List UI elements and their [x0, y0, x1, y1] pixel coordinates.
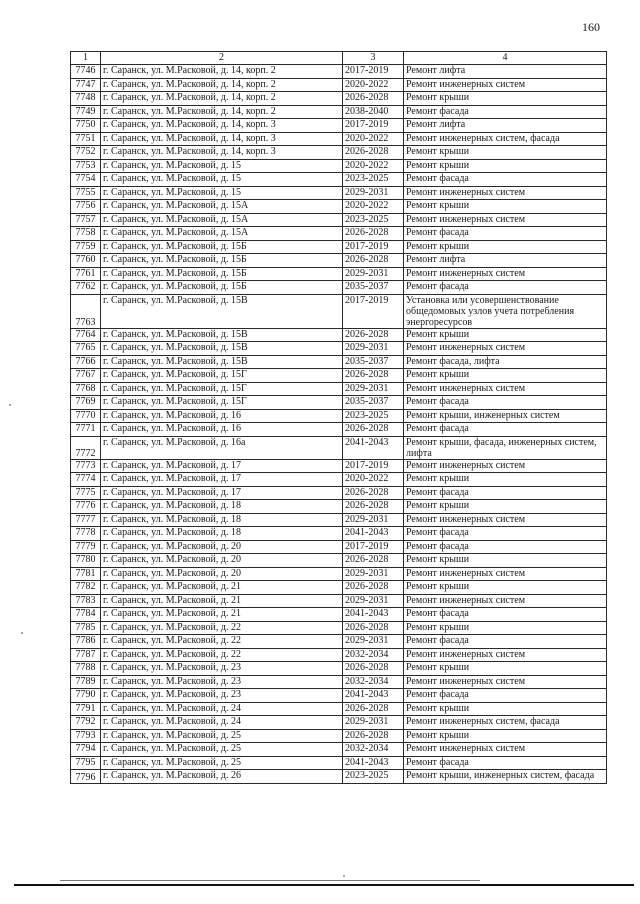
- table-row: [71, 716, 607, 730]
- table-row: [71, 486, 607, 500]
- work-type-cell: Ремонт лифта: [404, 254, 607, 268]
- work-type-cell: Ремонт инженерных систем: [404, 567, 607, 581]
- period-cell: 2035-2037: [343, 281, 404, 295]
- header-col-3: 3: [343, 52, 404, 65]
- address-cell: г. Саранск, ул. М.Расковой, д. 20: [101, 554, 343, 568]
- period-cell: 2029-2031: [343, 594, 404, 608]
- table-row: [71, 608, 607, 622]
- work-type-cell: Ремонт крыши: [404, 240, 607, 254]
- period-cell: 2026-2028: [343, 554, 404, 568]
- address-cell: г. Саранск, ул. М.Расковой, д. 15А: [101, 213, 343, 227]
- header-col-2: 2: [101, 52, 343, 65]
- period-cell: 2041-2043: [343, 756, 404, 770]
- table-row: [71, 459, 607, 473]
- row-number-cell: 7750: [71, 119, 101, 133]
- table-row: [71, 281, 607, 295]
- row-number-cell: 7748: [71, 92, 101, 106]
- period-cell: 2029-2031: [343, 513, 404, 527]
- address-cell: г. Саранск, ул. М.Расковой, д. 26: [101, 770, 343, 784]
- period-cell: 2020-2022: [343, 78, 404, 92]
- table-row: [71, 186, 607, 200]
- row-number-cell: 7755: [71, 186, 101, 200]
- row-number-cell: 7794: [71, 743, 101, 757]
- table-row: [71, 409, 607, 423]
- address-cell: г. Саранск, ул. М.Расковой, д. 15В: [101, 355, 343, 369]
- work-type-cell: Ремонт инженерных систем: [404, 78, 607, 92]
- row-number-cell: 7760: [71, 254, 101, 268]
- address-cell: г. Саранск, ул. М.Расковой, д. 23: [101, 662, 343, 676]
- row-number-cell: 7777: [71, 513, 101, 527]
- work-type-cell: Ремонт фасада: [404, 527, 607, 541]
- work-type-cell: Установка или усовершенствование общедомовых узлов учета потребления энергоресурсов: [404, 294, 607, 328]
- table-row: [71, 473, 607, 487]
- address-cell: г. Саранск, ул. М.Расковой, д. 18: [101, 500, 343, 514]
- header-col-1: 1: [71, 52, 101, 65]
- period-cell: 2020-2022: [343, 159, 404, 173]
- table-row: [71, 382, 607, 396]
- table-row: [71, 702, 607, 716]
- address-cell: г. Саранск, ул. М.Расковой, д. 15: [101, 159, 343, 173]
- table-row: [71, 396, 607, 410]
- address-cell: г. Саранск, ул. М.Расковой, д. 16а: [101, 436, 343, 459]
- table-row: [71, 540, 607, 554]
- work-type-cell: Ремонт крыши: [404, 702, 607, 716]
- address-cell: г. Саранск, ул. М.Расковой, д. 24: [101, 702, 343, 716]
- address-cell: г. Саранск, ул. М.Расковой, д. 25: [101, 729, 343, 743]
- table-row: [71, 581, 607, 595]
- row-number-cell: 7778: [71, 527, 101, 541]
- address-cell: г. Саранск, ул. М.Расковой, д. 15Б: [101, 240, 343, 254]
- work-type-cell: Ремонт крыши: [404, 729, 607, 743]
- period-cell: 2017-2019: [343, 119, 404, 133]
- table-row: [71, 635, 607, 649]
- address-cell: г. Саранск, ул. М.Расковой, д. 14, корп. 2: [101, 78, 343, 92]
- address-cell: г. Саранск, ул. М.Расковой, д. 15В: [101, 294, 343, 328]
- period-cell: 2026-2028: [343, 621, 404, 635]
- period-cell: 2017-2019: [343, 459, 404, 473]
- table-row: [71, 648, 607, 662]
- period-cell: 2038-2040: [343, 105, 404, 119]
- work-type-cell: Ремонт крыши, фасада, инженерных систем, лифта: [404, 436, 607, 459]
- address-cell: г. Саранск, ул. М.Расковой, д. 23: [101, 689, 343, 703]
- row-number-cell: 7771: [71, 423, 101, 437]
- table-row: [71, 254, 607, 268]
- work-type-cell: Ремонт инженерных систем: [404, 267, 607, 281]
- period-cell: 2020-2022: [343, 132, 404, 146]
- table-row: [71, 675, 607, 689]
- row-number-cell: 7762: [71, 281, 101, 295]
- row-number-cell: 7767: [71, 369, 101, 383]
- work-type-cell: Ремонт инженерных систем, фасада: [404, 132, 607, 146]
- table-row: [71, 594, 607, 608]
- row-number-cell: 7763: [71, 294, 101, 328]
- table-row: [71, 436, 607, 459]
- address-cell: г. Саранск, ул. М.Расковой, д. 17: [101, 486, 343, 500]
- address-cell: г. Саранск, ул. М.Расковой, д. 17: [101, 459, 343, 473]
- address-cell: г. Саранск, ул. М.Расковой, д. 17: [101, 473, 343, 487]
- work-type-cell: Ремонт фасада: [404, 173, 607, 187]
- work-type-cell: Ремонт инженерных систем: [404, 459, 607, 473]
- work-type-cell: Ремонт инженерных систем: [404, 743, 607, 757]
- address-cell: г. Саранск, ул. М.Расковой, д. 21: [101, 594, 343, 608]
- table-row: [71, 567, 607, 581]
- work-type-cell: Ремонт инженерных систем: [404, 675, 607, 689]
- period-cell: 2023-2025: [343, 409, 404, 423]
- period-cell: 2026-2028: [343, 581, 404, 595]
- period-cell: 2026-2028: [343, 254, 404, 268]
- period-cell: 2023-2025: [343, 173, 404, 187]
- table-row: [71, 369, 607, 383]
- work-type-cell: Ремонт крыши: [404, 200, 607, 214]
- address-cell: г. Саранск, ул. М.Расковой, д. 22: [101, 648, 343, 662]
- row-number-cell: 7752: [71, 146, 101, 160]
- work-type-cell: Ремонт крыши: [404, 473, 607, 487]
- address-cell: г. Саранск, ул. М.Расковой, д. 21: [101, 581, 343, 595]
- period-cell: 2026-2028: [343, 423, 404, 437]
- work-type-cell: Ремонт фасада: [404, 540, 607, 554]
- scan-edge-line: [60, 880, 480, 881]
- row-number-cell: 7764: [71, 328, 101, 342]
- address-cell: г. Саранск, ул. М.Расковой, д. 20: [101, 540, 343, 554]
- period-cell: 2026-2028: [343, 227, 404, 241]
- work-type-cell: Ремонт инженерных систем, фасада: [404, 716, 607, 730]
- address-cell: г. Саранск, ул. М.Расковой, д. 15Б: [101, 254, 343, 268]
- address-cell: г. Саранск, ул. М.Расковой, д. 24: [101, 716, 343, 730]
- address-cell: г. Саранск, ул. М.Расковой, д. 15Г: [101, 396, 343, 410]
- period-cell: 2029-2031: [343, 342, 404, 356]
- page-number: 160: [582, 20, 600, 34]
- address-cell: г. Саранск, ул. М.Расковой, д. 15: [101, 186, 343, 200]
- work-type-cell: Ремонт лифта: [404, 119, 607, 133]
- table-body: [71, 65, 607, 784]
- work-type-cell: Ремонт инженерных систем: [404, 594, 607, 608]
- table-row: [71, 689, 607, 703]
- work-type-cell: Ремонт крыши: [404, 159, 607, 173]
- work-type-cell: Ремонт фасада: [404, 635, 607, 649]
- table-row: [71, 65, 607, 79]
- period-cell: 2026-2028: [343, 702, 404, 716]
- address-cell: г. Саранск, ул. М.Расковой, д. 14, корп. 2: [101, 105, 343, 119]
- work-type-cell: Ремонт фасада, лифта: [404, 355, 607, 369]
- work-type-cell: Ремонт крыши: [404, 92, 607, 106]
- row-number-cell: 7786: [71, 635, 101, 649]
- period-cell: 2041-2043: [343, 527, 404, 541]
- address-cell: г. Саранск, ул. М.Расковой, д. 14, корп. 2: [101, 92, 343, 106]
- row-number-cell: 7796: [71, 770, 101, 784]
- row-number-cell: 7783: [71, 594, 101, 608]
- period-cell: 2029-2031: [343, 382, 404, 396]
- table-row: [71, 267, 607, 281]
- work-type-cell: Ремонт инженерных систем: [404, 382, 607, 396]
- row-number-cell: 7769: [71, 396, 101, 410]
- period-cell: 2026-2028: [343, 92, 404, 106]
- row-number-cell: 7746: [71, 65, 101, 79]
- period-cell: 2029-2031: [343, 567, 404, 581]
- work-type-cell: Ремонт фасада: [404, 105, 607, 119]
- work-type-cell: Ремонт крыши: [404, 369, 607, 383]
- address-cell: г. Саранск, ул. М.Расковой, д. 14, корп. 3: [101, 146, 343, 160]
- work-type-cell: Ремонт крыши, инженерных систем: [404, 409, 607, 423]
- period-cell: 2029-2031: [343, 186, 404, 200]
- address-cell: г. Саранск, ул. М.Расковой, д. 23: [101, 675, 343, 689]
- row-number-cell: 7774: [71, 473, 101, 487]
- table-row: [71, 294, 607, 328]
- work-type-cell: Ремонт инженерных систем: [404, 342, 607, 356]
- table-row: [71, 500, 607, 514]
- table-row: [71, 78, 607, 92]
- table-row: [71, 554, 607, 568]
- work-type-cell: Ремонт фасада: [404, 423, 607, 437]
- header-col-4: 4: [404, 52, 607, 65]
- work-type-cell: Ремонт крыши: [404, 500, 607, 514]
- period-cell: 2035-2037: [343, 396, 404, 410]
- row-number-cell: 7759: [71, 240, 101, 254]
- table-row: [71, 328, 607, 342]
- table-row: [71, 213, 607, 227]
- row-number-cell: 7793: [71, 729, 101, 743]
- table-row: [71, 132, 607, 146]
- row-number-cell: 7773: [71, 459, 101, 473]
- address-cell: г. Саранск, ул. М.Расковой, д. 25: [101, 743, 343, 757]
- scan-speck: [343, 875, 345, 877]
- period-cell: 2029-2031: [343, 635, 404, 649]
- period-cell: 2032-2034: [343, 675, 404, 689]
- row-number-cell: 7754: [71, 173, 101, 187]
- table-row: [71, 729, 607, 743]
- period-cell: 2017-2019: [343, 65, 404, 79]
- period-cell: 2023-2025: [343, 770, 404, 784]
- work-type-cell: Ремонт инженерных систем: [404, 186, 607, 200]
- row-number-cell: 7766: [71, 355, 101, 369]
- table-row: [71, 355, 607, 369]
- row-number-cell: 7784: [71, 608, 101, 622]
- table-row: [71, 342, 607, 356]
- scan-speck: [9, 404, 11, 406]
- row-number-cell: 7781: [71, 567, 101, 581]
- address-cell: г. Саранск, ул. М.Расковой, д. 14, корп. 2: [101, 65, 343, 79]
- work-type-cell: Ремонт фасада: [404, 486, 607, 500]
- work-type-cell: Ремонт крыши: [404, 554, 607, 568]
- work-type-cell: Ремонт фасада: [404, 396, 607, 410]
- address-cell: г. Саранск, ул. М.Расковой, д. 15Г: [101, 382, 343, 396]
- work-type-cell: Ремонт лифта: [404, 65, 607, 79]
- period-cell: 2026-2028: [343, 146, 404, 160]
- table-row: [71, 770, 607, 784]
- work-type-cell: Ремонт инженерных систем: [404, 213, 607, 227]
- address-cell: г. Саранск, ул. М.Расковой, д. 21: [101, 608, 343, 622]
- address-cell: г. Саранск, ул. М.Расковой, д. 15Б: [101, 281, 343, 295]
- row-number-cell: 7779: [71, 540, 101, 554]
- work-type-cell: Ремонт инженерных систем: [404, 648, 607, 662]
- work-type-cell: Ремонт крыши: [404, 621, 607, 635]
- period-cell: 2026-2028: [343, 662, 404, 676]
- table-row: [71, 743, 607, 757]
- table-row: [71, 513, 607, 527]
- address-cell: г. Саранск, ул. М.Расковой, д. 15А: [101, 200, 343, 214]
- table-row: [71, 662, 607, 676]
- work-type-cell: Ремонт фасада: [404, 281, 607, 295]
- work-type-cell: Ремонт фасада: [404, 227, 607, 241]
- period-cell: 2029-2031: [343, 716, 404, 730]
- period-cell: 2026-2028: [343, 328, 404, 342]
- table-row: [71, 621, 607, 635]
- address-cell: г. Саранск, ул. М.Расковой, д. 15В: [101, 342, 343, 356]
- row-number-cell: 7751: [71, 132, 101, 146]
- work-type-cell: Ремонт фасада: [404, 608, 607, 622]
- row-number-cell: 7758: [71, 227, 101, 241]
- row-number-cell: 7788: [71, 662, 101, 676]
- address-cell: г. Саранск, ул. М.Расковой, д. 14, корп. 3: [101, 132, 343, 146]
- table-row: [71, 527, 607, 541]
- row-number-cell: 7789: [71, 675, 101, 689]
- work-type-cell: Ремонт крыши: [404, 581, 607, 595]
- work-type-cell: Ремонт крыши: [404, 146, 607, 160]
- row-number-cell: 7772: [71, 436, 101, 459]
- period-cell: 2026-2028: [343, 500, 404, 514]
- address-cell: г. Саранск, ул. М.Расковой, д. 14, корп. 3: [101, 119, 343, 133]
- address-cell: г. Саранск, ул. М.Расковой, д. 22: [101, 635, 343, 649]
- address-cell: г. Саранск, ул. М.Расковой, д. 15В: [101, 328, 343, 342]
- period-cell: 2041-2043: [343, 608, 404, 622]
- table-row: [71, 92, 607, 106]
- row-number-cell: 7782: [71, 581, 101, 595]
- address-cell: г. Саранск, ул. М.Расковой, д. 20: [101, 567, 343, 581]
- row-number-cell: 7775: [71, 486, 101, 500]
- row-number-cell: 7780: [71, 554, 101, 568]
- table-row: [71, 159, 607, 173]
- row-number-cell: 7790: [71, 689, 101, 703]
- row-number-cell: 7768: [71, 382, 101, 396]
- row-number-cell: 7795: [71, 756, 101, 770]
- address-cell: г. Саранск, ул. М.Расковой, д. 22: [101, 621, 343, 635]
- table-row: [71, 227, 607, 241]
- address-cell: г. Саранск, ул. М.Расковой, д. 15: [101, 173, 343, 187]
- address-cell: г. Саранск, ул. М.Расковой, д. 18: [101, 513, 343, 527]
- period-cell: 2041-2043: [343, 689, 404, 703]
- table-row: [71, 105, 607, 119]
- address-cell: г. Саранск, ул. М.Расковой, д. 15Б: [101, 267, 343, 281]
- work-type-cell: Ремонт инженерных систем: [404, 513, 607, 527]
- row-number-cell: 7761: [71, 267, 101, 281]
- period-cell: 2017-2019: [343, 540, 404, 554]
- row-number-cell: 7765: [71, 342, 101, 356]
- table-row: [71, 200, 607, 214]
- row-number-cell: 7753: [71, 159, 101, 173]
- period-cell: 2041-2043: [343, 436, 404, 459]
- address-cell: г. Саранск, ул. М.Расковой, д. 18: [101, 527, 343, 541]
- scan-speck: [21, 632, 23, 634]
- table-row: [71, 119, 607, 133]
- table-header-row: [71, 52, 607, 65]
- row-number-cell: 7756: [71, 200, 101, 214]
- period-cell: 2020-2022: [343, 200, 404, 214]
- repair-schedule-table: [70, 51, 607, 784]
- work-type-cell: Ремонт фасада: [404, 756, 607, 770]
- period-cell: 2017-2019: [343, 240, 404, 254]
- row-number-cell: 7792: [71, 716, 101, 730]
- work-type-cell: Ремонт крыши: [404, 328, 607, 342]
- address-cell: г. Саранск, ул. М.Расковой, д. 16: [101, 423, 343, 437]
- period-cell: 2026-2028: [343, 729, 404, 743]
- row-number-cell: 7776: [71, 500, 101, 514]
- row-number-cell: 7757: [71, 213, 101, 227]
- row-number-cell: 7770: [71, 409, 101, 423]
- period-cell: 2032-2034: [343, 743, 404, 757]
- work-type-cell: Ремонт фасада: [404, 689, 607, 703]
- period-cell: 2020-2022: [343, 473, 404, 487]
- row-number-cell: 7787: [71, 648, 101, 662]
- period-cell: 2029-2031: [343, 267, 404, 281]
- work-type-cell: Ремонт крыши: [404, 662, 607, 676]
- table-row: [71, 146, 607, 160]
- address-cell: г. Саранск, ул. М.Расковой, д. 16: [101, 409, 343, 423]
- row-number-cell: 7785: [71, 621, 101, 635]
- period-cell: 2026-2028: [343, 369, 404, 383]
- table-row: [71, 173, 607, 187]
- work-type-cell: Ремонт крыши, инженерных систем, фасада: [404, 770, 607, 784]
- table-row: [71, 423, 607, 437]
- address-cell: г. Саранск, ул. М.Расковой, д. 15А: [101, 227, 343, 241]
- period-cell: 2035-2037: [343, 355, 404, 369]
- period-cell: 2017-2019: [343, 294, 404, 328]
- address-cell: г. Саранск, ул. М.Расковой, д. 15Г: [101, 369, 343, 383]
- scan-bottom-edge: [14, 884, 634, 886]
- period-cell: 2026-2028: [343, 486, 404, 500]
- table-row: [71, 756, 607, 770]
- period-cell: 2023-2025: [343, 213, 404, 227]
- row-number-cell: 7791: [71, 702, 101, 716]
- period-cell: 2032-2034: [343, 648, 404, 662]
- table-row: [71, 240, 607, 254]
- row-number-cell: 7749: [71, 105, 101, 119]
- address-cell: г. Саранск, ул. М.Расковой, д. 25: [101, 756, 343, 770]
- row-number-cell: 7747: [71, 78, 101, 92]
